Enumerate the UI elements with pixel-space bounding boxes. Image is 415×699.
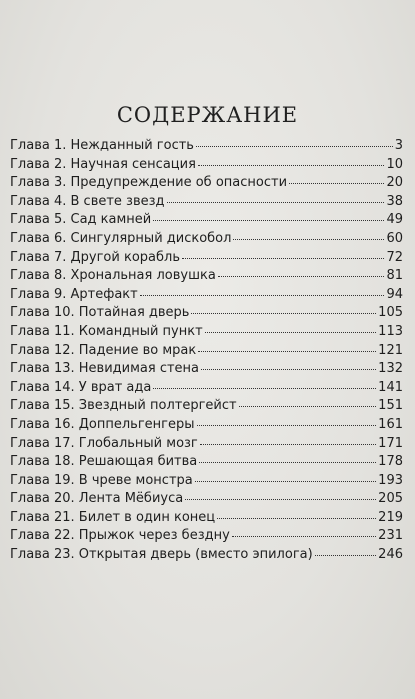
chapter-title: Глава 11. Командный пункт (10, 323, 203, 339)
chapter-title: Глава 13. Невидимая стена (10, 361, 200, 377)
page-number: 38 (386, 193, 403, 209)
chapter-title: Глава 5. Сад камней (10, 212, 152, 228)
dot-leader (153, 376, 376, 389)
dot-leader (199, 450, 376, 463)
page-number: 3 (394, 138, 403, 153)
chapter-title: Глава 16. Доппельгенгеры (10, 416, 195, 432)
dot-leader (217, 506, 376, 519)
page-number: 246 (378, 547, 403, 563)
page-number: 121 (378, 342, 403, 358)
page-number: 81 (386, 268, 403, 284)
chapter-title: Глава 21. Билет в один конец (10, 509, 216, 525)
chapter-title: Глава 18. Решающая битва (10, 454, 198, 470)
dot-leader (197, 413, 377, 426)
page-number: 20 (386, 175, 403, 191)
page-number: 219 (378, 509, 403, 525)
page-number: 193 (378, 472, 403, 488)
dot-leader (218, 264, 385, 277)
chapter-title: Глава 12. Падение во мрак (10, 342, 197, 358)
page-number: 205 (378, 491, 403, 507)
dot-leader (289, 171, 384, 184)
chapter-title: Глава 23. Открытая дверь (вместо эпилога) (10, 547, 313, 563)
page-number: 141 (378, 379, 403, 395)
dot-leader (205, 320, 376, 333)
page-number: 113 (378, 323, 403, 339)
dot-leader (198, 339, 376, 352)
page-number: 178 (378, 454, 403, 470)
chapter-title: Глава 2. Научная сенсация (10, 156, 196, 172)
chapter-title: Глава 1. Нежданный гость (10, 138, 194, 153)
page-number: 60 (386, 230, 403, 246)
page-number: 161 (378, 416, 403, 432)
dot-leader (195, 469, 376, 482)
chapter-title: Глава 15. Звездный полтергейст (10, 398, 237, 414)
chapter-title: Глава 3. Предупреждение об опасности (10, 175, 288, 191)
dot-leader (191, 301, 376, 314)
chapter-title: Глава 22. Прыжок через бездну (10, 528, 230, 544)
dot-leader (315, 543, 376, 556)
page-number: 231 (378, 528, 403, 544)
page-number: 94 (386, 286, 403, 302)
chapter-title: Глава 19. В чреве монстра (10, 472, 193, 488)
chapter-title: Глава 17. Глобальный мозг (10, 435, 198, 451)
dot-leader (185, 487, 376, 500)
table-of-contents (10, 136, 403, 564)
chapter-title: Глава 8. Хрональная ловушка (10, 268, 216, 284)
chapter-title: Глава 10. Потайная дверь (10, 305, 190, 321)
dot-leader (182, 246, 384, 259)
chapter-title: Глава 7. Другой корабль (10, 249, 180, 265)
toc-entry (10, 545, 403, 564)
dot-leader (233, 227, 384, 240)
dot-leader (232, 524, 376, 537)
dot-leader (167, 190, 385, 203)
dot-leader (153, 208, 384, 221)
page-number: 10 (386, 156, 403, 172)
dot-leader (239, 394, 377, 407)
chapter-title: Глава 4. В свете звезд (10, 193, 165, 209)
dot-leader (196, 134, 393, 147)
page-number: 49 (386, 212, 403, 228)
dot-leader (201, 357, 376, 370)
page-number: 132 (378, 361, 403, 377)
dot-leader (198, 153, 385, 166)
page-title: СОДЕРЖАНИЕ (116, 103, 299, 127)
dot-leader (140, 283, 385, 296)
chapter-title: Глава 14. У врат ада (10, 379, 152, 395)
chapter-title: Глава 6. Сингулярный дискобол (10, 230, 232, 246)
chapter-title: Глава 20. Лента Мёбиуса (10, 491, 184, 507)
dot-leader (200, 432, 376, 445)
page-number: 105 (378, 305, 403, 321)
chapter-title: Глава 9. Артефакт (10, 286, 138, 302)
page-number: 171 (378, 435, 403, 451)
page-number: 151 (378, 398, 403, 414)
page-number: 72 (386, 249, 403, 265)
